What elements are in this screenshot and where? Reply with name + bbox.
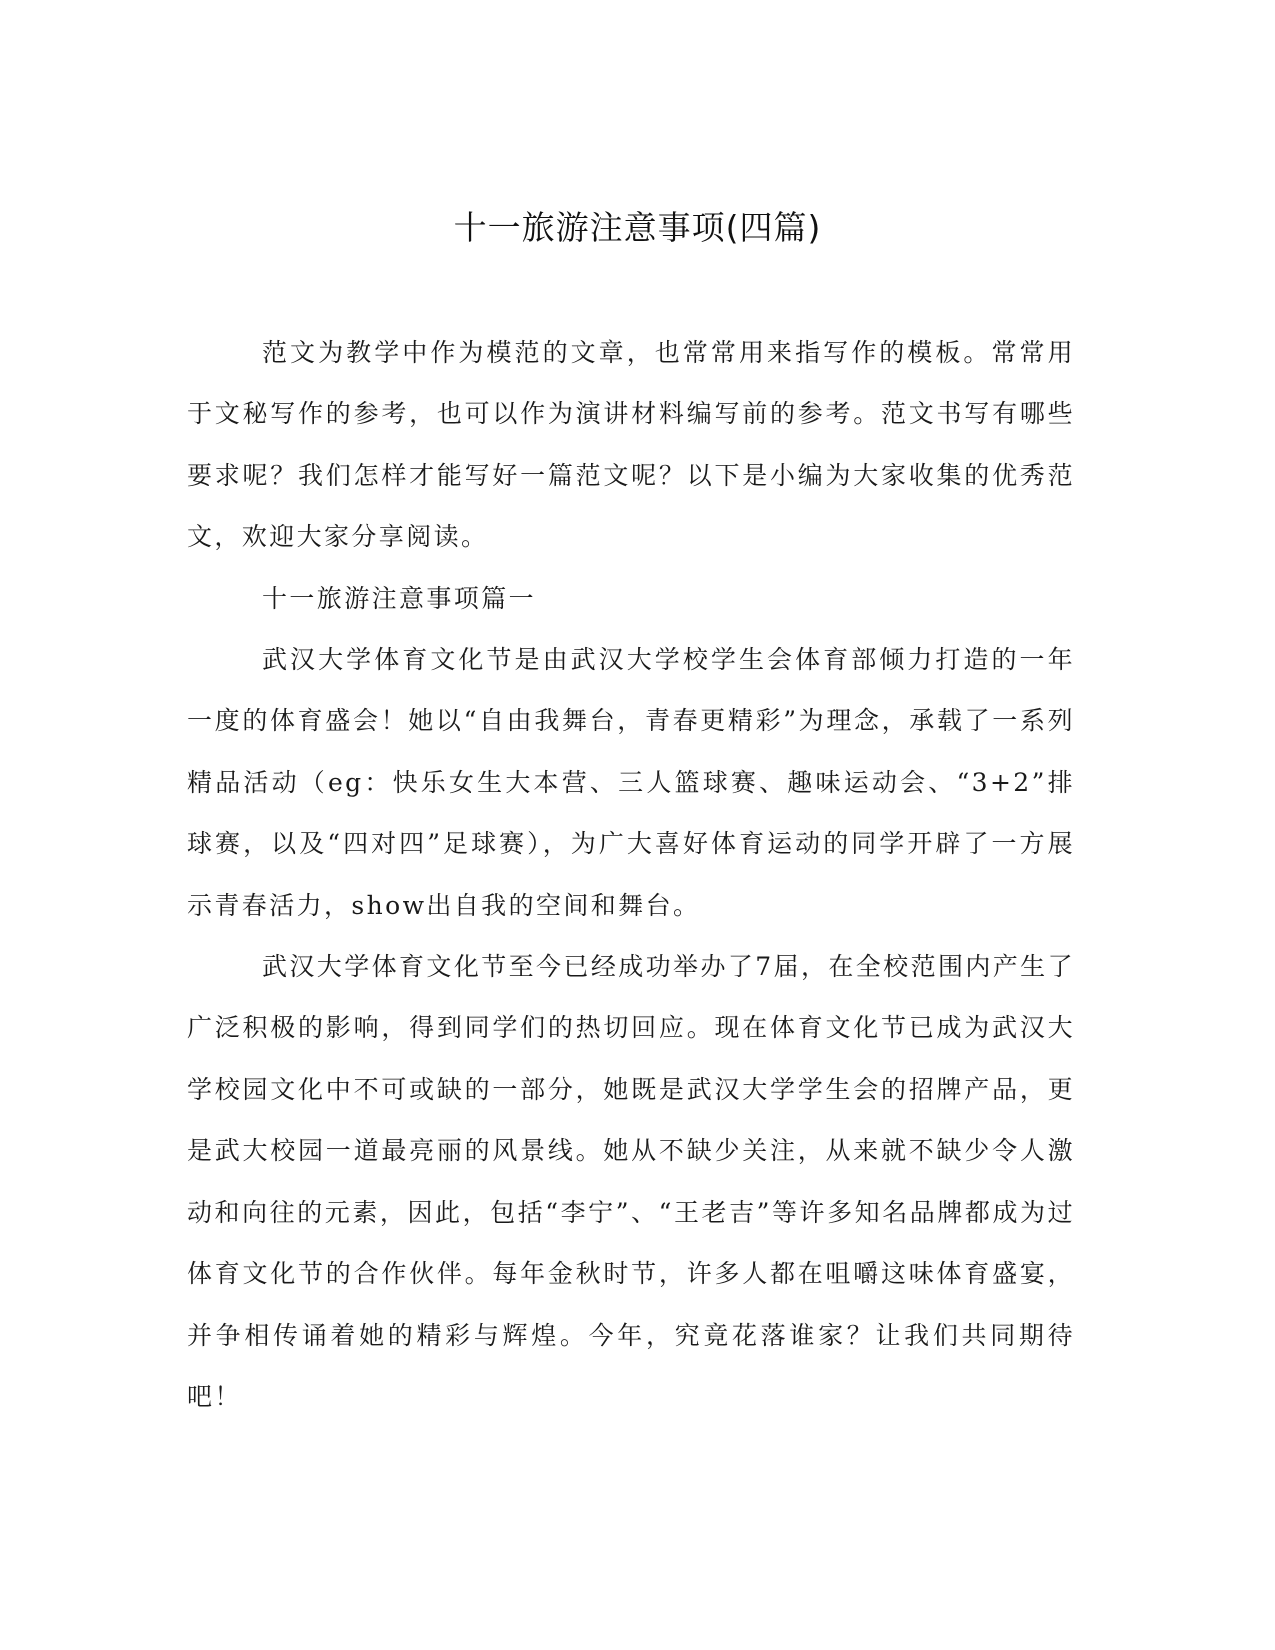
section-heading: 十一旅游注意事项篇一 [262,583,537,613]
intro-paragraph: 范文为教学中作为模范的文章，也常常用来指写作的模板。常常用于文秘写作的参考，也可以作为演讲材料编写前的参考。范文书写有哪些要求呢？我们怎样才能写好一篇范文呢？以下是小编为大家收集的优秀范文，欢迎大家分享阅读。 [187,338,1075,552]
document-body [187,322,1075,1427]
document-title: 十一旅游注意事项(四篇) [453,208,822,247]
body-paragraph: 武汉大学体育文化节至今已经成功举办了7届，在全校范围内产生了广泛积极的影响，得到同学们的热切回应。现在体育文化节已成为武汉大学校园文化中不可或缺的一部分，她既是武汉大学学生会的招牌产品，更是武大校园一道最亮丽的风景线。她从不缺少关注，从来就不缺少令人激动和向往的元素，因此，包括“李宁”、“王老吉”等许多知名品牌都成为过体育文化节的合作伙伴。每年金秋时节，许多人都在咀嚼这味体育盛宴，并争相传诵着她的精彩与辉煌。今年，究竟花落谁家？让我们共同期待吧！ [187,952,1075,1411]
body-paragraph: 武汉大学体育文化节是由武汉大学校学生会体育部倾力打造的一年一度的体育盛会！她以“自由我舞台，青春更精彩”为理念，承载了一系列精品活动（eg：快乐女生大本营、三人篮球赛、趣味运动会、“3+2”排球赛，以及“四对四”足球赛），为广大喜好体育运动的同学开辟了一方展示青春活力，show出自我的空间和舞台。 [187,645,1075,920]
